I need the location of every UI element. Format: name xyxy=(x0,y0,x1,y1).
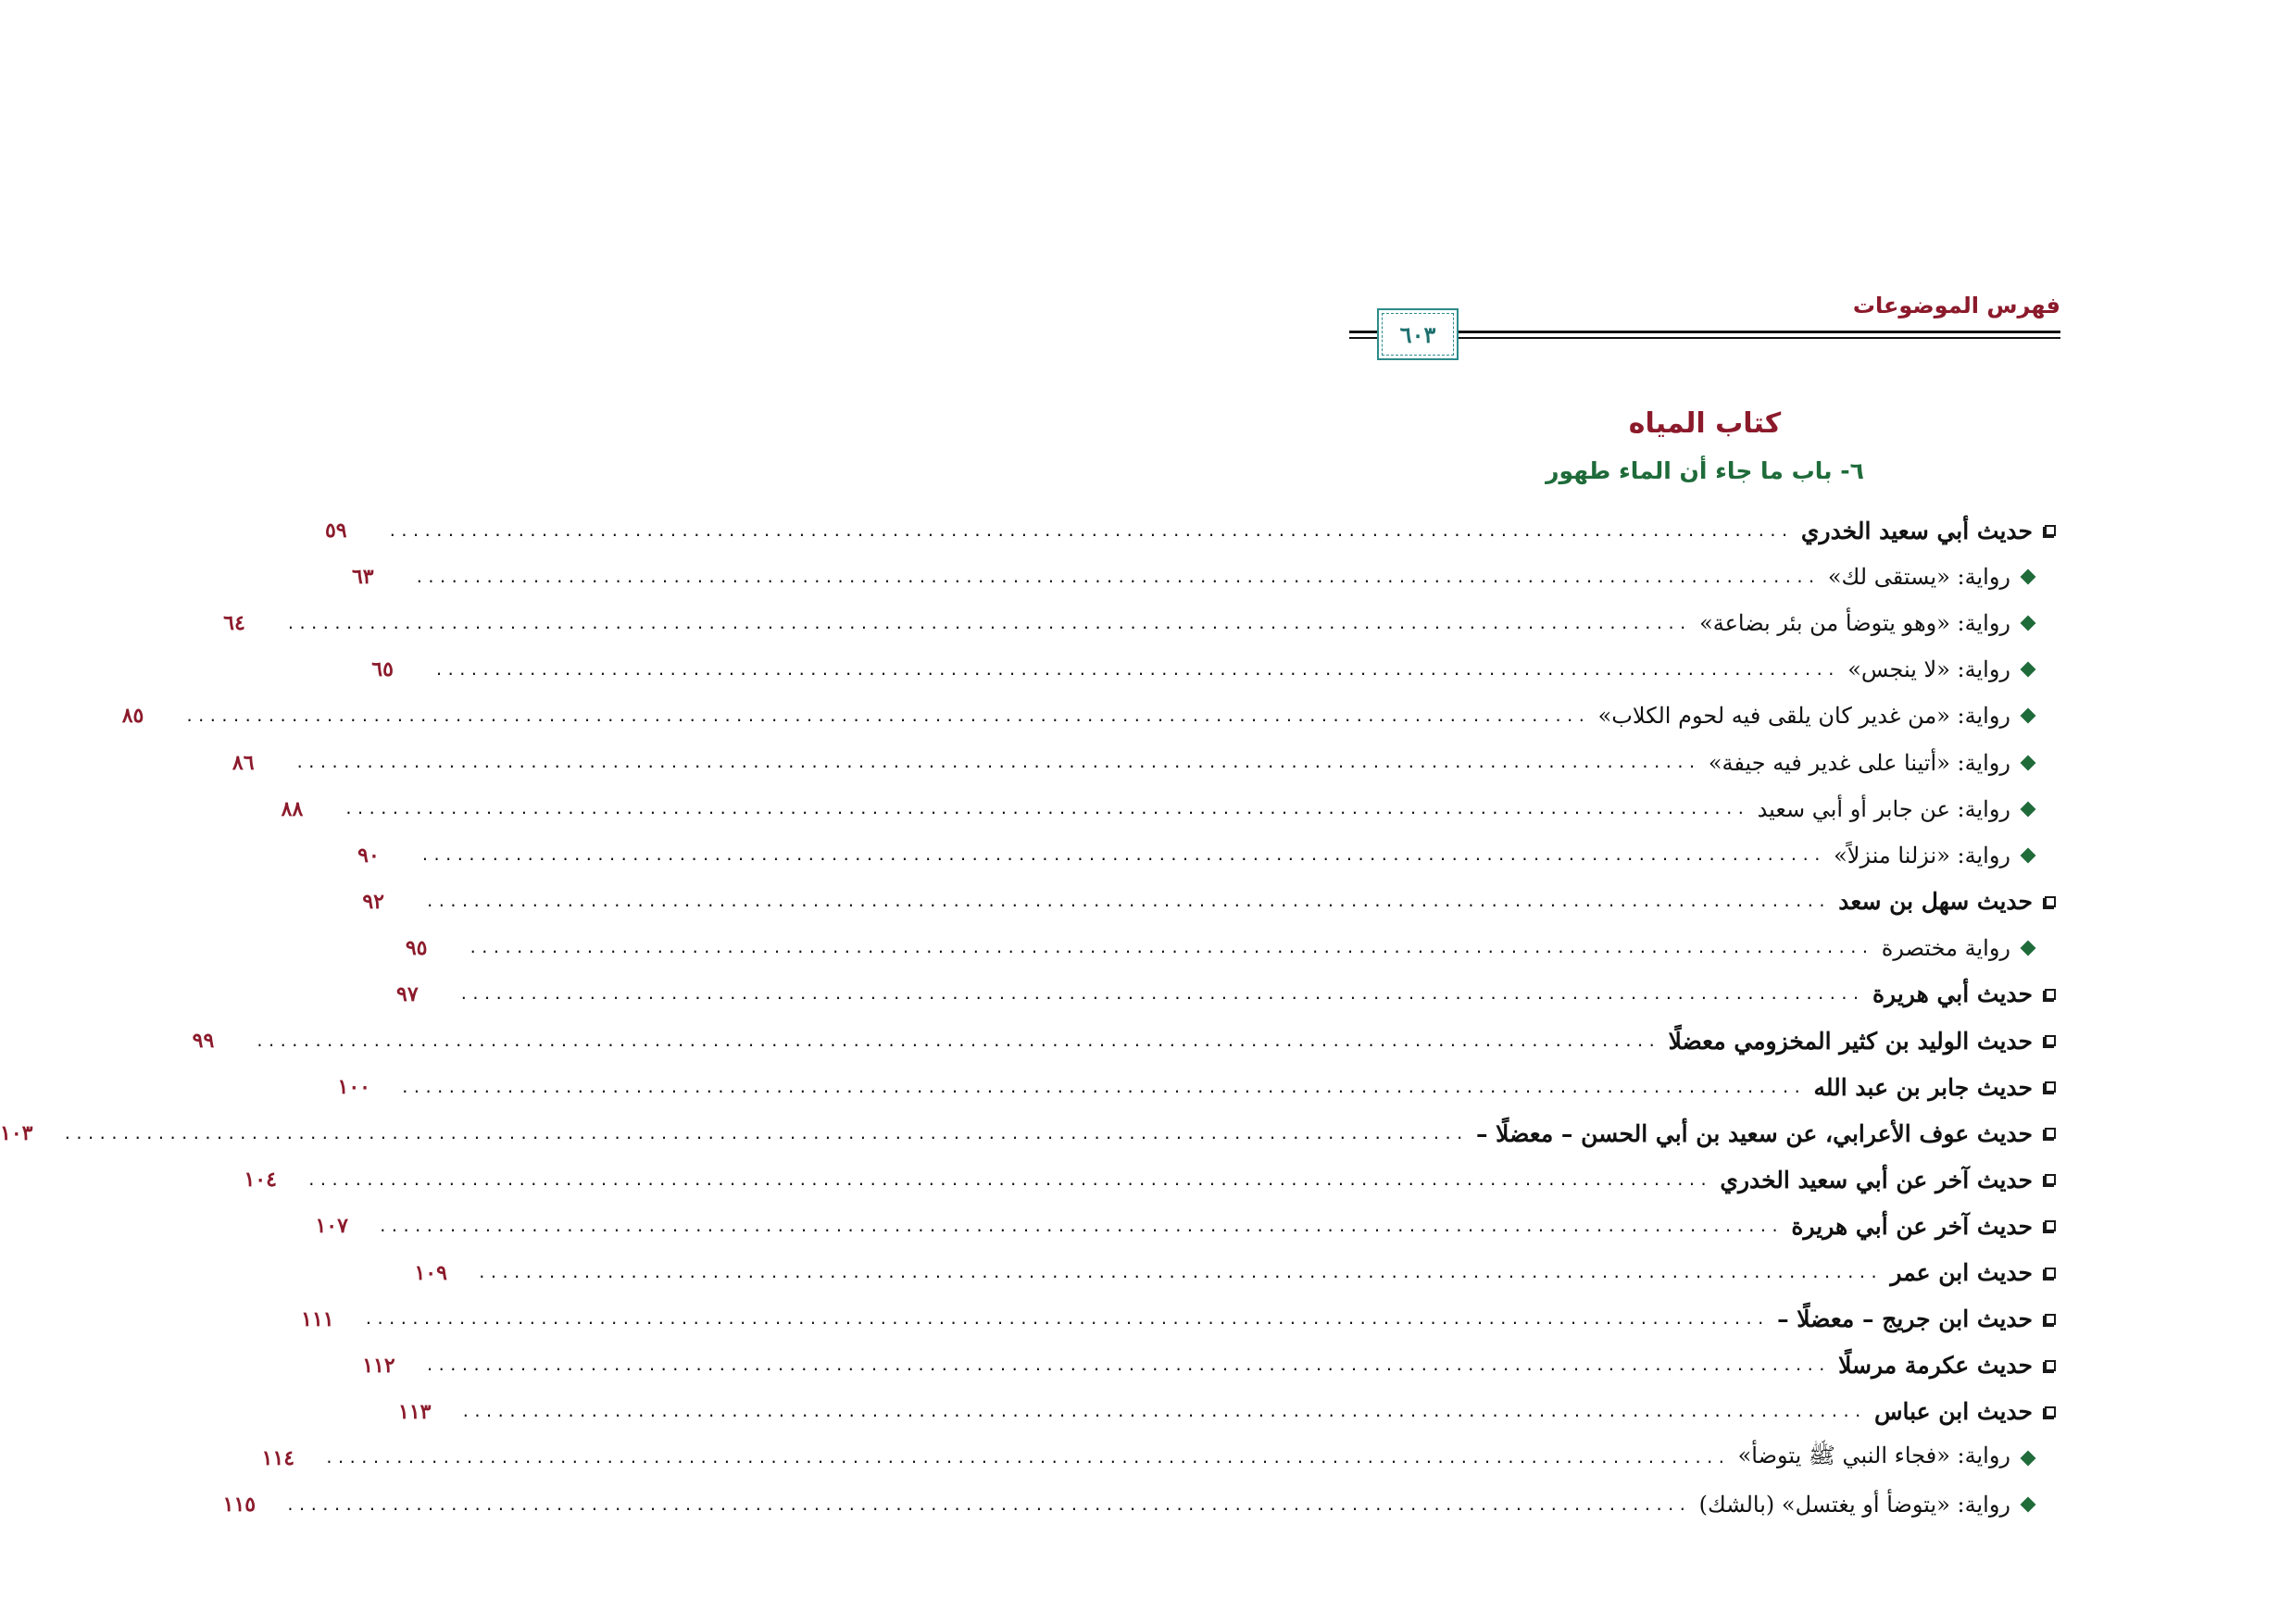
toc-hadith-entry xyxy=(362,879,2060,925)
entry-title: رواية: «وهو يتوضأ من بئر بضاعة» xyxy=(1699,610,2010,637)
entry-title: رواية: «أتينا على غدير فيه جيفة» xyxy=(1708,749,2010,776)
entry-page-number: ٨٥ xyxy=(121,704,144,729)
toc-hadith-entry xyxy=(324,507,2060,554)
square-icon xyxy=(2045,1128,2056,1139)
entry-title: حديث جابر بن عبد الله xyxy=(1813,1073,2033,1101)
entry-title: حديث الوليد بن كثير المخزومي معضلًا xyxy=(1668,1027,2033,1055)
dot-leader: ........................................................................................................................ xyxy=(400,1078,1805,1096)
square-icon xyxy=(2045,525,2056,536)
entry-marker xyxy=(2018,710,2038,721)
entry-marker xyxy=(2018,618,2038,629)
entry-page-number: ٥٩ xyxy=(324,518,347,543)
toc-hadith-entry xyxy=(315,1203,2060,1249)
dot-leader: ........................................................................................................................ xyxy=(324,1449,1729,1468)
entry-title: حديث عوف الأعرابي، عن سعيد بن أبي الحسن – معضلًا – xyxy=(1475,1119,2033,1147)
toc-hadith-entry xyxy=(0,1110,2060,1156)
dot-leader: ........................................................................................................................ xyxy=(307,1170,1711,1189)
page-number: ٦٠٣ xyxy=(1382,313,1454,356)
diamond-icon xyxy=(2021,755,2036,770)
entry-title: رواية: «فجاء النبي ﷺ يتوضأ» xyxy=(1737,1443,2010,1469)
square-icon xyxy=(2045,989,2056,1000)
page-header-title: فهرس الموضوعات xyxy=(1852,293,2060,319)
entry-marker xyxy=(2040,525,2060,536)
dot-leader: ........................................................................................................................ xyxy=(286,614,1691,632)
entry-title: حديث أبي هريرة xyxy=(1872,981,2033,1008)
dot-leader: ........................................................................................................................ xyxy=(255,1031,1659,1050)
toc-sub-entry xyxy=(371,646,2060,693)
entry-page-number: ٨٦ xyxy=(232,750,255,775)
entry-marker xyxy=(2040,1081,2060,1093)
dot-leader: ........................................................................................................................ xyxy=(285,1495,1690,1514)
chapter-title: ٦- باب ما جاء أن الماء طهور xyxy=(1546,457,1864,484)
toc-hadith-entry xyxy=(414,1250,2060,1296)
entry-title: حديث آخر عن أبي سعيد الخدري xyxy=(1720,1166,2033,1193)
diamond-icon xyxy=(2021,616,2036,631)
diamond-icon xyxy=(2021,847,2036,863)
entry-page-number: ١١٥ xyxy=(222,1493,257,1518)
dot-leader: ........................................................................................................................ xyxy=(425,893,1830,911)
entry-title: حديث آخر عن أبي هريرة xyxy=(1791,1212,2033,1240)
entry-marker xyxy=(2040,1035,2060,1046)
dot-leader: ........................................................................................................................ xyxy=(294,754,1699,772)
toc-sub-entry xyxy=(261,1435,2060,1481)
entry-marker xyxy=(2018,664,2038,675)
entry-title: رواية مختصرة xyxy=(1881,934,2010,961)
dot-leader: ........................................................................................................................ xyxy=(63,1124,1467,1143)
toc-hadith-entry xyxy=(396,971,2060,1018)
toc-sub-entry xyxy=(405,925,2060,971)
toc-sub-entry xyxy=(223,600,2060,646)
toc-list xyxy=(0,507,2060,1528)
toc-hadith-entry xyxy=(301,1296,2060,1343)
dot-leader: ........................................................................................................................ xyxy=(468,939,1872,957)
entry-marker xyxy=(2040,1314,2060,1325)
entry-page-number: ١١١ xyxy=(301,1306,334,1331)
entry-marker xyxy=(2018,1453,2038,1464)
entry-marker xyxy=(2018,571,2038,582)
diamond-icon xyxy=(2021,569,2036,585)
entry-page-number: ١١٢ xyxy=(362,1353,395,1378)
entry-title: رواية: «يتوضأ أو يغتسل» (بالشك) xyxy=(1698,1492,2010,1518)
square-icon xyxy=(2045,1035,2056,1046)
toc-sub-entry xyxy=(222,1481,2060,1528)
toc-hadith-entry xyxy=(244,1156,2060,1203)
entry-marker xyxy=(2040,1406,2060,1418)
entry-title: حديث ابن عباس xyxy=(1873,1398,2033,1426)
dot-leader: ........................................................................................................................ xyxy=(364,1310,1769,1329)
toc-sub-entry xyxy=(357,832,2060,879)
entry-page-number: ١٠٩ xyxy=(414,1260,447,1285)
entry-page-number: ١٠٤ xyxy=(244,1168,277,1193)
entry-page-number: ٦٣ xyxy=(351,565,374,590)
entry-title: رواية: عن جابر أو أبي سعيد xyxy=(1757,795,2010,822)
dot-leader: ........................................................................................................................ xyxy=(461,1403,1865,1421)
entry-title: حديث ابن عمر xyxy=(1890,1259,2033,1287)
entry-marker xyxy=(2018,804,2038,815)
entry-page-number: ٩٠ xyxy=(357,843,380,868)
square-icon xyxy=(2045,1360,2056,1371)
entry-title: حديث عكرمة مرسلًا xyxy=(1838,1352,2033,1380)
square-icon xyxy=(2045,1174,2056,1185)
entry-marker xyxy=(2040,1268,2060,1279)
toc-sub-entry xyxy=(121,693,2060,739)
entry-page-number: ٦٥ xyxy=(371,657,394,682)
entry-marker xyxy=(2040,1174,2060,1185)
entry-page-number: ٦٤ xyxy=(223,611,245,636)
entry-title: رواية: «يستقى لك» xyxy=(1827,564,2010,591)
square-icon xyxy=(2045,1406,2056,1418)
square-icon xyxy=(2045,1314,2056,1325)
toc-sub-entry xyxy=(232,739,2060,785)
entry-page-number: ١٠٧ xyxy=(315,1214,348,1239)
entry-title: رواية: «نزلنا منزلاً» xyxy=(1834,842,2010,868)
dot-leader: ........................................................................................................................ xyxy=(477,1264,1882,1282)
dot-leader: ........................................................................................................................ xyxy=(420,846,1825,865)
square-icon xyxy=(2045,1268,2056,1279)
diamond-icon xyxy=(2021,801,2036,817)
entry-title: حديث سهل بن سعد xyxy=(1838,888,2033,916)
toc-hadith-entry xyxy=(362,1343,2060,1389)
entry-title: رواية: «من غدير كان يلقى فيه لحوم الكلاب» xyxy=(1597,703,2010,730)
toc-hadith-entry xyxy=(398,1389,2060,1435)
page-number-badge xyxy=(1377,308,1459,360)
entry-page-number: ١١٣ xyxy=(398,1399,432,1424)
entry-marker xyxy=(2018,1499,2038,1510)
dot-leader: ........................................................................................................................ xyxy=(425,1356,1830,1375)
entry-marker xyxy=(2018,850,2038,861)
diamond-icon xyxy=(2021,662,2036,678)
entry-page-number: ٩٧ xyxy=(396,981,419,1006)
toc-hadith-entry xyxy=(192,1018,2060,1064)
entry-page-number: ٩٢ xyxy=(362,889,384,914)
toc-sub-entry xyxy=(351,554,2060,600)
entry-marker xyxy=(2018,757,2038,768)
entry-marker xyxy=(2040,1220,2060,1231)
dot-leader: ........................................................................................................................ xyxy=(414,568,1819,586)
entry-title: حديث ابن جريج – معضلًا – xyxy=(1777,1305,2033,1333)
diamond-icon xyxy=(2021,1497,2036,1513)
dot-leader: ........................................................................................................................ xyxy=(184,706,1589,725)
entry-page-number: ٩٥ xyxy=(405,935,428,960)
entry-marker xyxy=(2040,1360,2060,1371)
diamond-icon xyxy=(2021,940,2036,956)
dot-leader: ........................................................................................................................ xyxy=(344,800,1748,818)
dot-leader: ........................................................................................................................ xyxy=(387,521,1792,540)
entry-marker xyxy=(2040,989,2060,1000)
entry-title: رواية: «لا ينجس» xyxy=(1847,656,2010,683)
dot-leader: ........................................................................................................................ xyxy=(434,660,1839,679)
entry-marker xyxy=(2018,943,2038,954)
square-icon xyxy=(2045,1220,2056,1231)
entry-marker xyxy=(2040,1128,2060,1139)
square-icon xyxy=(2045,1081,2056,1093)
square-icon xyxy=(2045,896,2056,907)
entry-title: حديث أبي سعيد الخدري xyxy=(1800,517,2033,544)
dot-leader: ........................................................................................................................ xyxy=(378,1217,1783,1235)
diamond-icon xyxy=(2021,708,2036,724)
dot-leader: ........................................................................................................................ xyxy=(459,985,1863,1004)
toc-hadith-entry xyxy=(337,1064,2060,1110)
entry-page-number: ٨٨ xyxy=(281,796,304,821)
book-title: كتاب المياه xyxy=(1628,407,1782,440)
entry-page-number: ١١٤ xyxy=(261,1445,295,1470)
diamond-icon xyxy=(2021,1450,2036,1466)
entry-page-number: ٩٩ xyxy=(192,1029,215,1054)
toc-sub-entry xyxy=(281,786,2060,832)
entry-page-number: ١٠٣ xyxy=(0,1121,33,1146)
entry-marker xyxy=(2040,896,2060,907)
entry-page-number: ١٠٠ xyxy=(337,1075,370,1100)
